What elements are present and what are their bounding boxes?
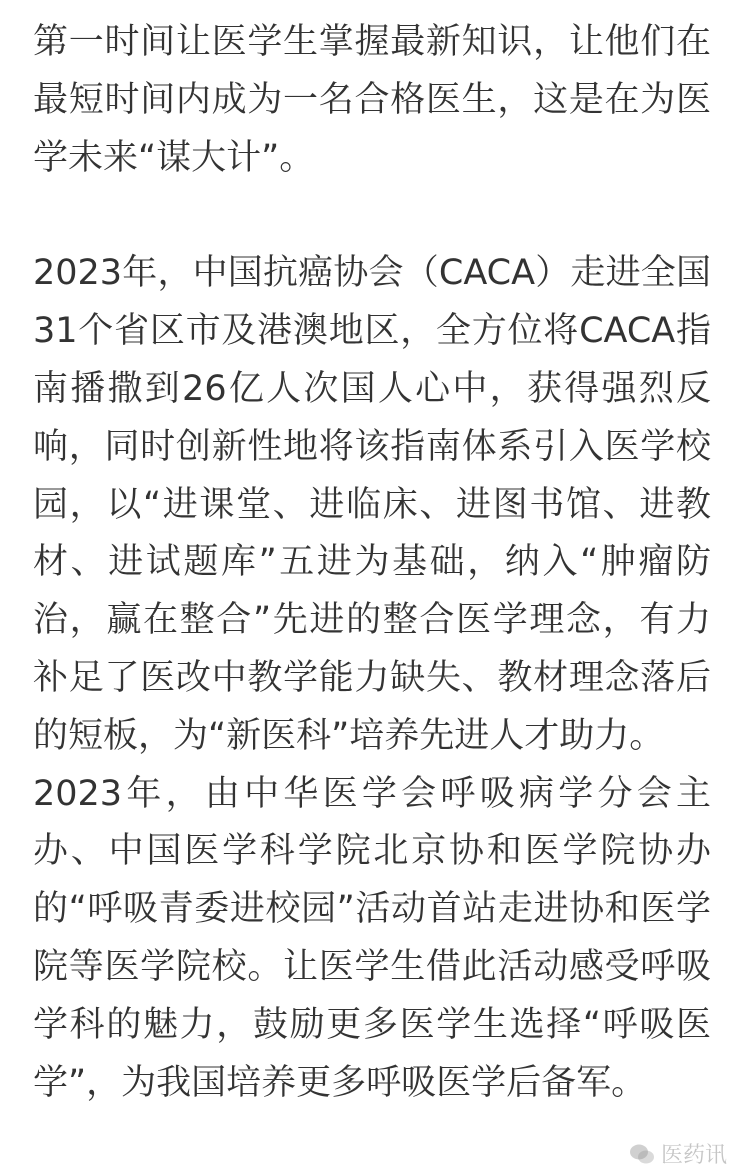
wechat-logo-icon <box>629 1141 655 1167</box>
watermark-text: 医药讯 <box>660 1143 727 1168</box>
paragraph-1: 第一时间让医学生掌握最新知识，让他们在最短时间内成为一名合格医生，这是在为医学未来“谋大计”。 <box>33 22 711 178</box>
paragraph-3: 2023年，由中华医学会呼吸病学分会主办、中国医学科学院北京协和医学院协办的“呼吸青委进校园”活动首站走进协和医学院等医学院校。让医学生借此活动感受呼吸学科的魅力，鼓励更多医学生选择“呼吸医学”，为我国培养更多呼吸医学后备军。 <box>33 773 711 1103</box>
paragraph-2: 2023年，中国抗癌协会（CACA）走进全国31个省区市及港澳地区，全方位将CACA指南播撒到26亿人次国人心中，获得强烈反响，同时创新性地将该指南体系引入医学校园，以“进课堂、进临床、进图书馆、进教材、进试题库”五进为基础，纳入“肿瘤防治，赢在整合”先进的整合医学理念，有力补足了医改中教学能力缺失、教材理念落后的短板，为“新医科”培养先进人才助力。 <box>33 253 711 756</box>
watermark <box>629 1138 727 1169</box>
article-body <box>33 14 711 1112</box>
